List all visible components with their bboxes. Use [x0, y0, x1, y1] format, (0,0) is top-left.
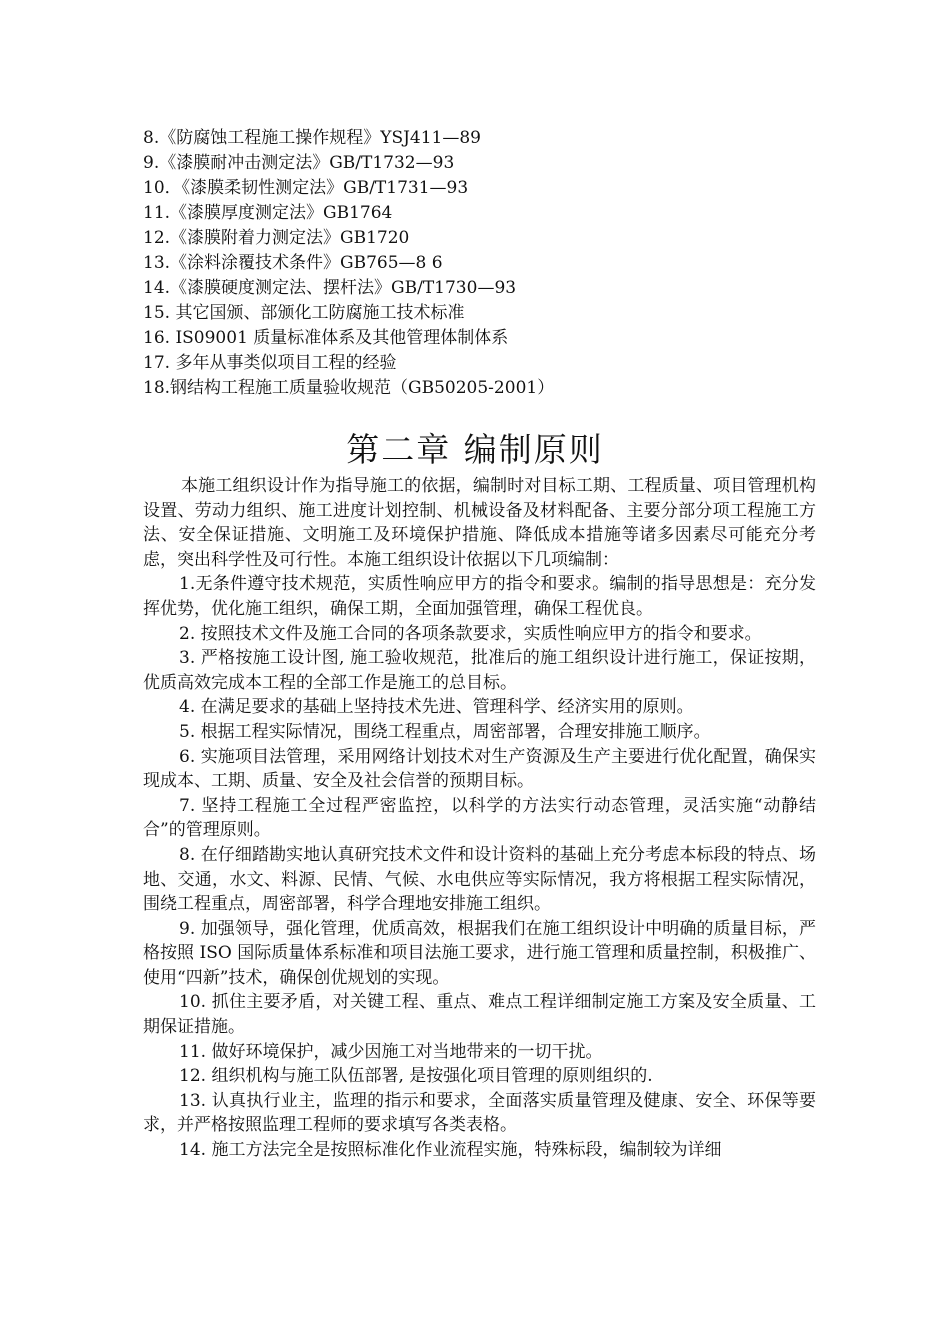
reference-item: 15. 其它国颁、部颁化工防腐施工技术标准	[143, 303, 465, 323]
principle-item: 11. 做好环境保护，减少因施工对当地带来的一切干扰。	[179, 1041, 603, 1062]
reference-item: 17. 多年从事类似项目工程的经验	[143, 353, 397, 373]
principle-item: 10. 抓住主要矛盾，对关键工程、重点、难点工程详细制定施工方案及安全质量、工期保证措施。	[143, 992, 816, 1038]
reference-item: 13.《涂料涂覆技术条件》GB765—8 6	[143, 253, 443, 273]
principle-item: 2. 按照技术文件及施工合同的各项条款要求，实质性响应甲方的指令和要求。	[179, 623, 762, 644]
principle-item: 8. 在仔细踏勘实地认真研究技术文件和设计资料的基础上充分考虑本标段的特点、场地、交通，水文、料源、民情、气候、水电供应等实际情况，我方将根据工程实际情况，围绕工程重点，周密部署，科学合理地安排施工组织。	[143, 844, 816, 915]
reference-list	[143, 126, 823, 401]
principle-item: 5. 根据工程实际情况，围绕工程重点，周密部署，合理安排施工顺序。	[179, 721, 711, 742]
principle-item: 14. 施工方法完全是按照标准化作业流程实施，特殊标段，编制较为详细	[179, 1140, 722, 1161]
reference-item: 14.《漆膜硬度测定法、摆杆法》GB/T1730—93	[143, 278, 517, 298]
reference-item: 16. IS09001 质量标准体系及其他管理体制体系	[143, 328, 509, 348]
reference-item: 9.《漆膜耐冲击测定法》GB/T1732—93	[143, 153, 455, 173]
principle-item: 1.无条件遵守技术规范，实质性响应甲方的指令和要求。编制的指导思想是：充分发挥优势，优化施工组织，确保工期，全面加强管理，确保工程优良。	[143, 574, 816, 619]
principle-item: 3. 严格按施工设计图, 施工验收规范，批准后的施工组织设计进行施工，保证按期，优质高效完成本工程的全部工作是施工的总目标。	[143, 648, 816, 693]
principle-item: 9. 加强领导，强化管理，优质高效，根据我们在施工组织设计中明确的质量目标，严格按照 ISO 国际质量体系标准和项目法施工要求，进行施工管理和质量控制，积极推广、使用“四新”技术，确保创优规划的实现。	[143, 918, 816, 988]
reference-item: 11.《漆膜厚度测定法》GB1764	[143, 203, 393, 223]
principle-item: 13. 认真执行业主，监理的指示和要求，全面落实质量管理及健康、安全、环保等要求，并严格按照监理工程师的要求填写各类表格。	[143, 1090, 816, 1136]
intro-paragraph: 本施工组织设计作为指导施工的依据，编制时对目标工期、工程质量、项目管理机构设置、劳动力组织、施工进度计划控制、机械设备及材料配备、主要分部分项工程施工方法、安全保证措施、文明施工及环境保护措施、降低成本措施等诸多因素尽可能充分考虑，突出科学性及可行性。本施工组织设计依据以下几项编制：	[143, 476, 816, 570]
chapter-title: 第二章 编制原则	[346, 430, 604, 469]
chapter-body	[143, 474, 816, 1163]
reference-item: 18.钢结构工程施工质量验收规范（GB50205-2001）	[143, 378, 555, 398]
principle-item: 12. 组织机构与施工队伍部署, 是按强化项目管理的原则组织的.	[179, 1066, 653, 1087]
principle-item: 6. 实施项目法管理，采用网络计划技术对生产资源及生产主要进行优化配置，确保实现成本、工期、质量、安全及社会信誉的预期目标。	[143, 746, 816, 792]
principle-item: 4. 在满足要求的基础上坚持技术先进、管理科学、经济实用的原则。	[179, 697, 694, 718]
reference-item: 10．《漆膜柔韧性测定法》GB/T1731—93	[143, 178, 469, 198]
reference-item: 8.《防腐蚀工程施工操作规程》YSJ411—89	[143, 128, 481, 148]
reference-item: 12.《漆膜附着力测定法》GB1720	[143, 228, 410, 248]
principle-item: 7. 坚持工程施工全过程严密监控，以科学的方法实行动态管理，灵活实施“动静结合”的管理原则。	[143, 795, 816, 841]
